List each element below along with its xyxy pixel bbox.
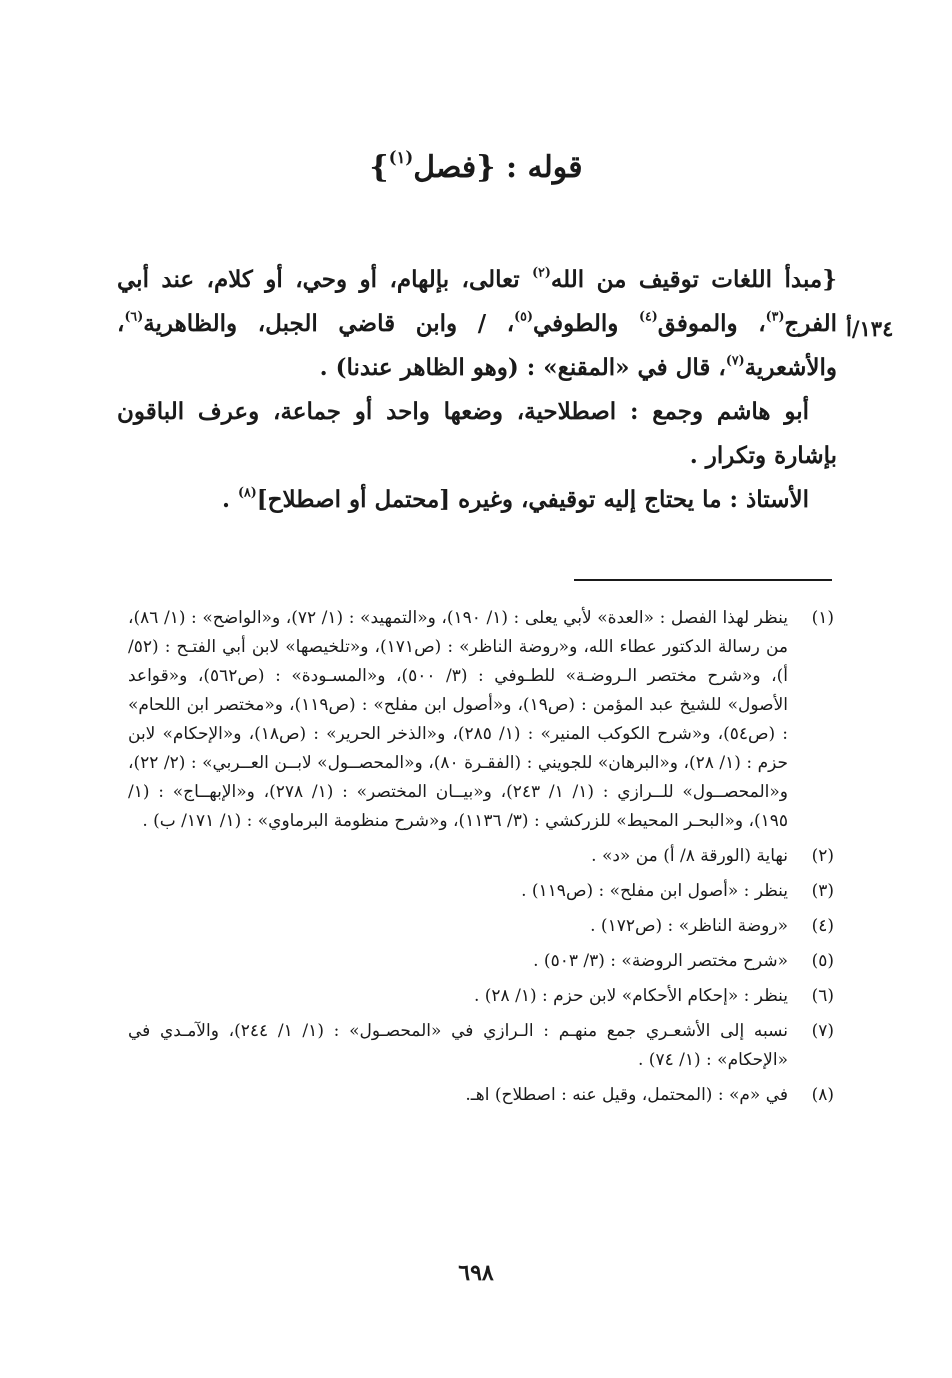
text-segment: ، / وابن قاضي الجبل، والظاهرية [143, 310, 515, 337]
text-segment: تعالى، بإلهام، أو وحي، أو كلام، عند أبي الفرج [117, 266, 837, 337]
text-segment: ، والموفق [657, 310, 766, 337]
footnote-text: ينظر : «أصول ابن مفلح» : (ص١١٩) . [521, 881, 788, 901]
footnote-ref-8: (٨) [237, 484, 257, 500]
footnote-separator [574, 579, 832, 581]
text-segment: . [221, 486, 238, 513]
footnote-ref-2: (٢) [532, 264, 551, 280]
footnote-text: «شرح مختصر الروضة» : (٣/ ٥٠٣) . [533, 951, 788, 971]
footnote-number: (٨) [811, 1085, 834, 1105]
footnote-text: «روضة الناظر» : (ص١٧٢) . [590, 916, 788, 936]
footnote-number: (٥) [811, 951, 834, 971]
footnote-number: (٦) [811, 986, 834, 1006]
footnote-number: (٤) [811, 916, 834, 936]
footnote-6 [128, 982, 834, 1011]
footnote-ref-4: (٤) [638, 308, 658, 324]
text-segment: ، والأشعرية [117, 310, 837, 381]
footnote-3 [128, 877, 834, 906]
text-segment: {مبدأ اللغات توقيف من الله [550, 266, 837, 293]
footnotes [128, 604, 834, 1116]
footnote-ref-7: (٧) [725, 352, 745, 368]
heading-close-brace: } [369, 150, 389, 185]
main-paragraph-3 [117, 478, 837, 522]
text-segment: ، قال في «المقنع» : (وهو الظاهر عندنا) . [319, 354, 726, 381]
footnote-text: ينظر لهذا الفصل : «العدة» لأبي يعلى : (١/ ١٩٠)، و«التمهيد» : (١/ ٧٢)، و«الواضح» : (١/ ٨٦)، من رسالة الدكتور عطاء الله، و«روضة الناظر» : (ص١٧١)، و«تلخيصها» لابن أبي الفتـح : (٥٢/أ)، و«شرح مختصر الـروضـة» للطـوفي : (٣/ ٥٠٠)، و«المسـودة» : (ص٥٦٢)، و«قواعد الأصول» للشيخ عبد المؤمن : (ص١٩)، و«أصول ابن مفلح» : (ص١١٩)، و«مختصر ابن اللحام» : (ص٥٤)، و«شرح الكوكب المنير» : (١/ ٢٨٥)، و«الذخر الحرير» : (ص١٨)، و«الإحكام» لابن حزم : (١/ ٢٨)، و«البرهان» للجويني : (الفقـرة ٨٠)، و«المحصــول» لابــن العــربي» : (٢/ ٢٢)، و«المحصــول» للــرازي : (١/ ١/ ٢٤٣)، و«بيــان المختصر» : (١/ ٢٧٨)، و«الإبهــاج» : (١/ ١٩٥)، و«البحـر المحيط» للزركشي : (٣/ ١١٣٦)، و«شرح منظومة البرماوي» : (١/ ١٧١/ ب) . [128, 608, 789, 831]
footnote-ref-6: (٦) [124, 308, 144, 324]
footnote-2 [128, 842, 834, 871]
footnote-text: في «م» : (المحتمل، وقيل عنه : اصطلاح) اهـ. [465, 1085, 788, 1105]
footnote-text: ينظر : «إحكام الأحكام» لابن حزم : (١/ ٢٨) . [473, 986, 788, 1006]
main-text [117, 258, 837, 522]
section-heading [0, 147, 952, 185]
footnote-number: (٢) [811, 846, 834, 866]
footnote-4 [128, 912, 834, 941]
main-paragraph-2: أبو هاشم وجمع : اصطلاحية، وضعها واحد أو جماعة، وعرف الباقون بإشارة وتكرار . [117, 398, 837, 469]
page-number: ٦٩٨ [458, 1260, 494, 1286]
footnote-5 [128, 947, 834, 976]
text-segment: والطوفي [532, 310, 639, 337]
footnote-text: نسبه إلى الأشعـري جمع منهـم : الـرازي في «المحصـول» : (١/ ١/ ٢٤٤)، والآمـدي في «الإحكام» : (١/ ٧٤) . [128, 1021, 789, 1070]
main-paragraph-1 [117, 258, 837, 390]
footnote-number: (١) [811, 608, 834, 628]
footnote-text: نهاية (الورقة ٨/ أ) من «د» . [591, 846, 788, 866]
text-segment: الأستاذ : ما يحتاج إليه توقيفي، وغيره [محتمل أو اصطلاح] [256, 486, 809, 513]
heading-text: قوله : {فصل [413, 150, 583, 185]
footnote-8 [128, 1081, 834, 1110]
footnote-1 [128, 604, 834, 836]
footnote-ref-3: (٣) [765, 308, 785, 324]
footnote-ref-1: (١) [388, 147, 414, 167]
manuscript-folio-marker: ١٣٤/أ [846, 316, 894, 341]
footnote-number: (٧) [811, 1021, 834, 1041]
footnote-7 [128, 1017, 834, 1075]
footnote-ref-5: (٥) [514, 308, 533, 324]
footnote-number: (٣) [811, 881, 834, 901]
